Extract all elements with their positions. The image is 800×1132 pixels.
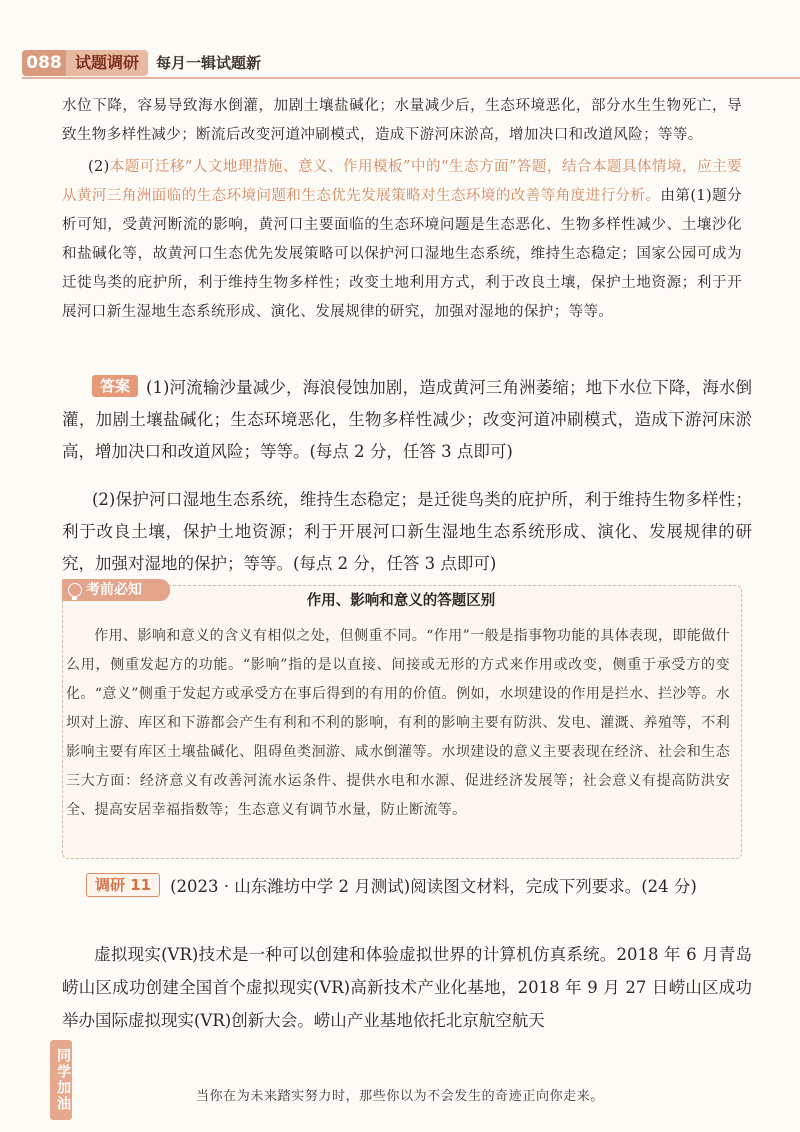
part-2-label: (2) <box>88 159 110 175</box>
analysis-text: 由第(1)题分析可知，受黄河断流的影响，黄河口主要面临的生态环境问题是生态恶化、生物多样性减少、土壤沙化和盐碱化等，故黄河口生态优先发展策略可以保护河口湿地生态系统，维持生态稳定；国家公园可成为迁徙鸟类的庇护所，利于维持生物多样性；改变土地利用方式，利于改良土壤，保护土地资源；利于开展河口新生湿地生态系统形成、演化、发展规律的研究，加强对湿地的保护；等等。 <box>62 188 743 320</box>
question-source: (2023 · 山东潍坊中学 2 月测试)阅读图文材料，完成下列要求。(24 分) <box>170 877 697 896</box>
answer-text-2: (2)保护河口湿地生态系统，维持生态稳定；是迁徙鸟类的庇护所，利于维持生物多样性；利于改良土壤，保护土地资源；利于开展河口新生湿地生态系统形成、演化、发展规律的研究，加强对湿地的保护；等等。(每点 2 分，任答 3 点即可) <box>62 490 752 573</box>
header-subtitle: 每月一辑试题新 <box>156 54 262 72</box>
method-note: 本题可迁移“人文地理措施、意义、作用模板”中的“生态方面”答题，结合本题具体情境，应主要从黄河三角洲面临的生态环境问题和生态优先发展策略对生态环境的改善等角度进行分析。 <box>62 159 742 204</box>
page-number: 088 <box>22 50 66 76</box>
page-header <box>0 44 800 78</box>
answer-part-1 <box>62 372 752 468</box>
question-material-text: 虚拟现实(VR)技术是一种可以创建和体验虚拟世界的计算机仿真系统。2018 年 6 月青岛崂山区成功创建全国首个虚拟现实(VR)高新技术产业化基地，2018 年 9 月 27 日崂山区成功举办国际虚拟现实(VR)创新大会。崂山产业基地依托北京航空航天 <box>62 945 752 1030</box>
answer-badge: 答案 <box>92 375 138 397</box>
header-rule <box>22 77 800 79</box>
analysis-paragraph-1: 水位下降，容易导致海水倒灌，加剧土壤盐碱化；水量减少后，生态环境恶化，部分水生生物死亡，导致生物多样性减少；断流后改变河道冲刷模式，造成下游河床淤高，增加决口和改道风险；等等。 <box>62 98 742 143</box>
answer-part-2 <box>62 484 752 580</box>
sidebar-label: 同学加油 <box>50 1040 72 1120</box>
knowledge-body <box>66 622 730 825</box>
analysis-paragraph-2 <box>62 153 742 327</box>
section-tag: 试题调研 <box>66 50 148 76</box>
knowledge-title: 作用、影响和意义的答题区别 <box>306 593 496 609</box>
knowledge-body-text: 作用、影响和意义的含义有相似之处，但侧重不同。“作用”一般是指事物功能的具体表现，即能做什么用，侧重发起方的功能。“影响”指的是以直接、间接或无形的方式来作用或改变，侧重于承受方的变化。“意义”侧重于发起方或承受方在事后得到的有用的价值。例如，水坝建设的作用是拦水、拦沙等。水坝对上游、库区和下游都会产生有利和不利的影响，有利的影响主要有防洪、发电、灌溉、养殖等，不利影响主要有库区土壤盐碱化、阻碍鱼类洄游、咸水倒灌等。水坝建设的意义主要表现在经济、社会和生态三大方面：经济意义有改善河流水运条件、提供水电和水源、促进经济发展等；社会意义有提高防洪安全、提高安居幸福指数等；生态意义有调节水量，防止断流等。 <box>66 628 730 818</box>
knowledge-badge-label: 考前必知 <box>86 582 142 598</box>
question-material <box>62 938 752 1037</box>
answer-text-1: (1)河流输沙量减少，海浪侵蚀加剧，造成黄河三角洲萎缩；地下水位下降，海水倒灌，加剧土壤盐碱化；生态环境恶化，生物多样性减少；改变河道冲刷模式，造成下游河床淤高，增加决口和改道风险；等等。(每点 2 分，任答 3 点即可) <box>62 378 752 461</box>
question-badge: 调研 11 <box>86 873 160 897</box>
question-header <box>62 870 752 903</box>
footer-motto: 当你在为未来踏实努力时，那些你以为不会发生的奇迹正向你走来。 <box>195 1089 604 1104</box>
